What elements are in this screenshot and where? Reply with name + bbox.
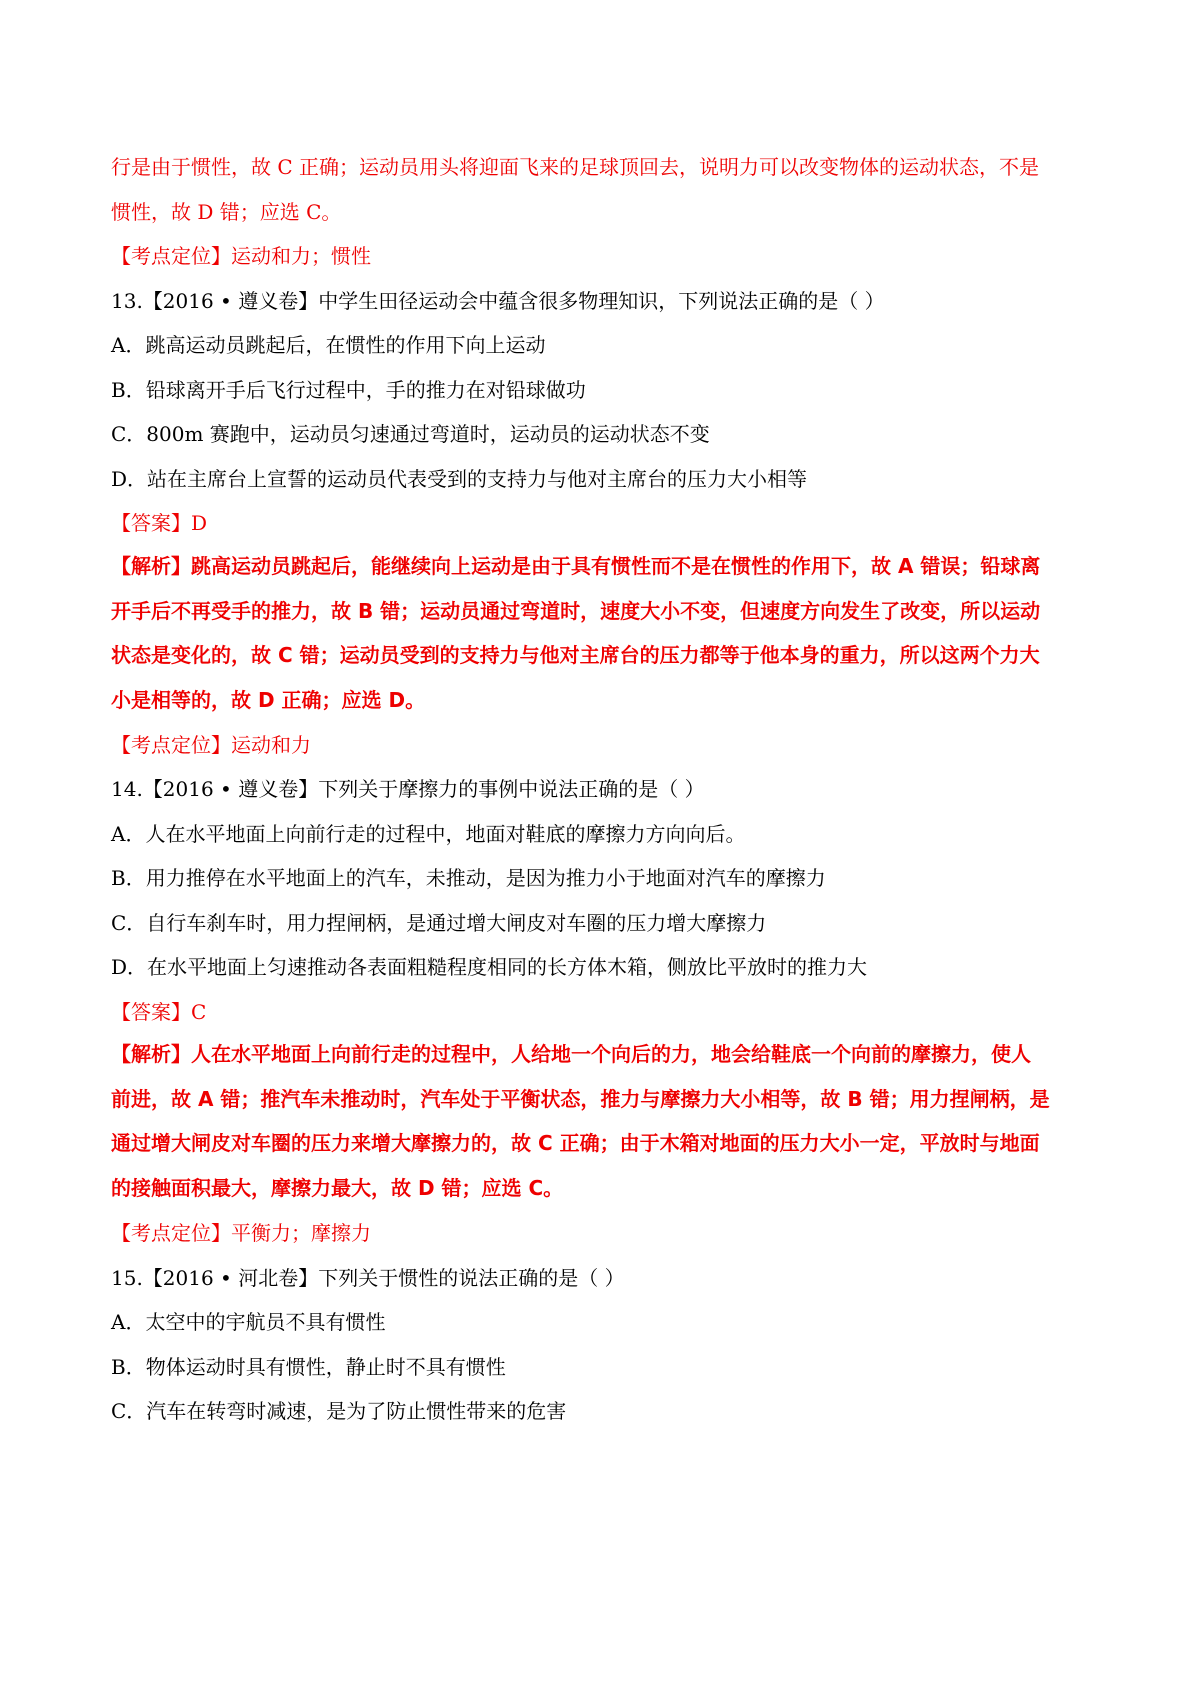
knowledge-point-14: 【考点定位】平衡力；摩擦力	[111, 1221, 371, 1245]
question-13-option-b: B．铅球离开手后飞行过程中，手的推力在对铅球做功	[111, 378, 586, 402]
question-13-analysis-line-2: 开手后不再受手的推力，故 B 错；运动员通过弯道时，速度大小不变，但速度方向发生了改变，所以运动	[111, 599, 1041, 623]
question-13-stem: 13.【2016 • 遵义卷】中学生田径运动会中蕴含很多物理知识，下列说法正确的是（ ）	[111, 289, 885, 313]
question-13-analysis-line-1: 【解析】跳高运动员跳起后，能继续向上运动是由于具有惯性而不是在惯性的作用下，故 A 错误；铅球离	[111, 554, 1041, 578]
question-14-option-b: B．用力推停在水平地面上的汽车，未推动，是因为推力小于地面对汽车的摩擦力	[111, 866, 826, 890]
analysis-continuation-line-2: 惯性，故 D 错；应选 C。	[111, 200, 342, 224]
question-13-analysis-line-3: 状态是变化的，故 C 错；运动员受到的支持力与他对主席台的压力都等于他本身的重力，所以这两个力大	[111, 643, 1040, 667]
question-14-option-c: C．自行车刹车时，用力捏闸柄，是通过增大闸皮对车圈的压力增大摩擦力	[111, 911, 767, 935]
question-14-analysis-line-1: 【解析】人在水平地面上向前行走的过程中，人给地一个向后的力，地会给鞋底一个向前的摩擦力，使人	[111, 1042, 1031, 1066]
knowledge-point-12: 【考点定位】运动和力；惯性	[111, 244, 371, 268]
question-15-option-a: A．太空中的宇航员不具有惯性	[111, 1310, 386, 1334]
question-13-option-a: A．跳高运动员跳起后，在惯性的作用下向上运动	[111, 333, 546, 357]
knowledge-point-13: 【考点定位】运动和力	[111, 733, 311, 757]
question-14-analysis-line-3: 通过增大闸皮对车圈的压力来增大摩擦力的，故 C 正确；由于木箱对地面的压力大小一定，平放时与地面	[111, 1131, 1040, 1155]
question-13-option-c: C．800m 赛跑中，运动员匀速通过弯道时，运动员的运动状态不变	[111, 422, 710, 446]
question-14-answer: 【答案】C	[111, 1000, 207, 1024]
question-15-option-c: C．汽车在转弯时减速，是为了防止惯性带来的危害	[111, 1399, 567, 1423]
question-15-option-b: B．物体运动时具有惯性，静止时不具有惯性	[111, 1355, 506, 1379]
question-13-answer: 【答案】D	[111, 511, 208, 535]
question-14-option-d: D．在水平地面上匀速推动各表面粗糙程度相同的长方体木箱，侧放比平放时的推力大	[111, 955, 868, 979]
question-15-stem: 15.【2016 • 河北卷】下列关于惯性的说法正确的是（ ）	[111, 1266, 625, 1290]
question-13-option-d: D．站在主席台上宣誓的运动员代表受到的支持力与他对主席台的压力大小相等	[111, 467, 808, 491]
question-14-analysis-line-4: 的接触面积最大，摩擦力最大，故 D 错；应选 C。	[111, 1176, 564, 1200]
question-13-analysis-line-4: 小是相等的，故 D 正确；应选 D。	[111, 688, 426, 712]
question-14-stem: 14.【2016 • 遵义卷】下列关于摩擦力的事例中说法正确的是（ ）	[111, 777, 705, 801]
analysis-continuation-line-1: 行是由于惯性，故 C 正确；运动员用头将迎面飞来的足球顶回去，说明力可以改变物体的运动状态，不是	[111, 155, 1040, 179]
question-14-option-a: A．人在水平地面上向前行走的过程中，地面对鞋底的摩擦力方向向后。	[111, 822, 746, 846]
question-14-analysis-line-2: 前进，故 A 错；推汽车未推动时，汽车处于平衡状态，推力与摩擦力大小相等，故 B 错；用力捏闸柄，是	[111, 1087, 1050, 1111]
